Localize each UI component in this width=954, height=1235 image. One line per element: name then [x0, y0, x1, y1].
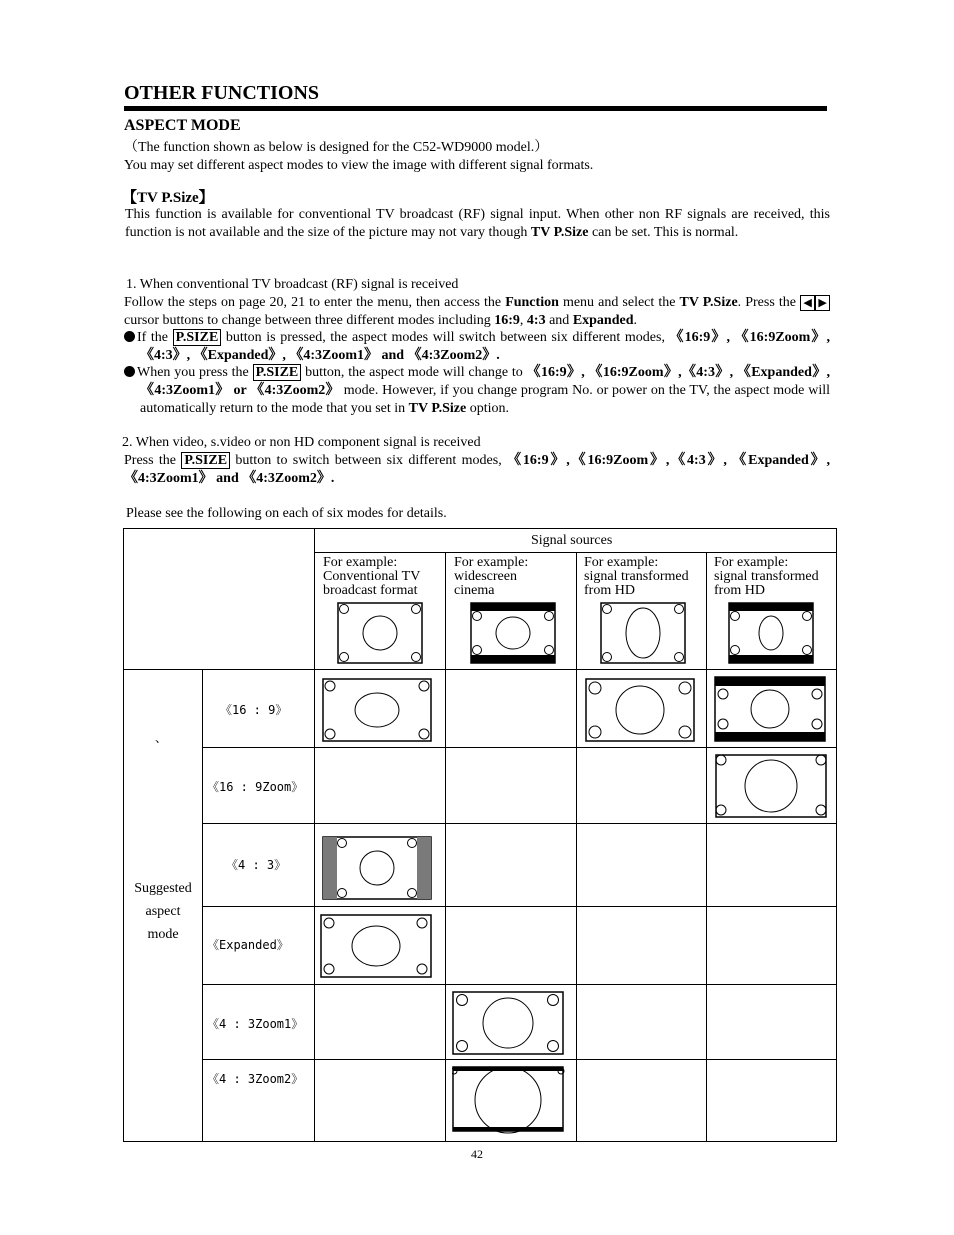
mode-4-3-zoom1: 《4 : 3Zoom1》: [207, 1017, 304, 1031]
source-header: [454, 556, 528, 598]
text: cursor buttons to change between three different modes including: [124, 313, 491, 328]
table-line: [123, 669, 837, 670]
table-line: [314, 552, 837, 553]
result-4-3-diagram: [322, 836, 434, 902]
text: Follow the steps on page 20, 21 to enter the menu, then access the: [124, 295, 502, 310]
mode-4-3-zoom2: 《4 : 3Zoom2》: [207, 1072, 304, 1086]
result-16-9-tv-diagram: [322, 678, 434, 744]
source-line: cinema: [454, 583, 495, 598]
text-bold: TV P.Size: [679, 295, 738, 310]
text: . Press the: [737, 295, 796, 310]
source-line: For example:: [714, 555, 789, 570]
case2-title: 2. When video, s.video or non HD component signal is received: [122, 435, 481, 450]
desc-part: This function is available for conventional TV broadcast (RF) signal input. When other non RF signals are received, this function is not available and the size of the picture may not vary though: [125, 207, 830, 240]
case2-paragraph: [124, 452, 830, 488]
table-line: [202, 823, 837, 824]
source-line: broadcast format: [323, 583, 418, 598]
text: If the: [137, 330, 169, 345]
source-line: For example:: [584, 555, 659, 570]
table-line: [445, 552, 446, 1142]
left-arrow-icon: ◀: [800, 295, 815, 311]
text: menu and select the: [562, 295, 676, 310]
desc-part: can be set. This is normal.: [591, 225, 739, 240]
label-line: aspect: [145, 904, 181, 919]
label-line: mode: [147, 927, 179, 942]
text-bold: TV P.Size: [408, 401, 467, 416]
text: button, the aspect mode will change to: [305, 365, 523, 380]
source-line: signal transformed: [584, 569, 689, 584]
source-line: widescreen: [454, 569, 517, 584]
table-line: [576, 552, 577, 1142]
psize-button-label: P.SIZE: [253, 364, 302, 381]
result-16-9-zoom-diagram: [715, 754, 829, 820]
source-header: [584, 556, 689, 598]
section-title: OTHER FUNCTIONS: [124, 82, 320, 104]
table-header: Signal sources: [531, 533, 613, 548]
result-16-9-hd-diagram: [585, 678, 697, 744]
source-line: from HD: [714, 583, 765, 598]
mode-expanded: 《Expanded》: [207, 938, 289, 952]
bullet-icon: [124, 331, 135, 342]
page-number: 42: [471, 1147, 483, 1161]
tv-psize-description: [125, 206, 830, 242]
source-4-3-diagram: [337, 602, 425, 666]
intro-note: （The function shown as below is designed for the C52-WD9000 model.）: [124, 140, 549, 155]
text-bold: Expanded: [572, 313, 634, 328]
source-line: For example:: [454, 555, 529, 570]
text: mode. However, if you change program No. or power on the TV, the aspect mode will automatically return to the mode that you set in: [140, 383, 830, 416]
psize-button-label: P.SIZE: [181, 452, 230, 469]
result-expanded-diagram: [320, 914, 434, 980]
mode-16-9: 《16 : 9》: [220, 703, 288, 717]
tv-psize-heading: 【TV P.Size】: [122, 190, 214, 206]
text-bold: 16:9: [494, 313, 520, 328]
source-hd-letterbox-diagram: [728, 602, 816, 666]
source-header: [714, 556, 819, 598]
result-4-3-zoom2-diagram: [452, 1066, 566, 1134]
text-bold: 《16:9》,《16:9Zoom》,《4:3》, 《Expanded》, 《4:3Zoom1》 and 《4:3Zoom2》.: [124, 453, 831, 486]
source-header: [323, 556, 420, 598]
bullet-icon: [124, 366, 135, 377]
bullet-1: [124, 329, 830, 365]
label-line: Suggested: [134, 881, 192, 896]
desc-bold: TV P.Size: [530, 225, 589, 240]
result-16-9-hd-letterbox-diagram: [714, 676, 828, 744]
table-line: [202, 984, 837, 985]
stray-mark: 、: [155, 731, 168, 745]
intro-line: You may set different aspect modes to view the image with different signal formats.: [124, 158, 594, 173]
subsection-title: ASPECT MODE: [124, 117, 241, 134]
source-line: signal transformed: [714, 569, 819, 584]
case1-paragraph: Follow the steps on page 20, 21 to enter the menu, then access the Function menu and select the TV P.Size. Press the ◀ ▶ cursor buttons to change between three different modes including 16:9, 4:3 and Expanded.: [124, 294, 830, 330]
table-line: [202, 906, 837, 907]
mode-16-9-zoom: 《16 : 9Zoom》: [207, 780, 304, 794]
table-line: [706, 552, 707, 1142]
table-line: [202, 1059, 837, 1060]
text-bold: 《16:9》, 《16:9Zoom》,《4:3》, 《Expanded》, 《4:3Zoom1》 and 《4:3Zoom2》.: [140, 330, 831, 363]
text: button to switch between six different modes,: [235, 453, 502, 468]
suggested-aspect-mode-label: [124, 877, 202, 946]
mode-4-3: 《4 : 3》: [226, 858, 287, 872]
text: When you press the: [137, 365, 249, 380]
text-bold: 4:3: [526, 313, 546, 328]
source-line: from HD: [584, 583, 635, 598]
result-4-3-zoom1-diagram: [452, 991, 566, 1057]
bullet-2: [124, 364, 830, 418]
source-hd-diagram: [600, 602, 688, 666]
source-widescreen-diagram: [470, 602, 558, 666]
text: option.: [469, 401, 510, 416]
right-arrow-icon: ▶: [815, 295, 830, 311]
table-line: [202, 747, 837, 748]
text: button is pressed, the aspect modes will switch between six different modes,: [225, 330, 665, 345]
source-line: Conventional TV: [323, 569, 421, 584]
text: Press the: [124, 453, 177, 468]
see-details: Please see the following on each of six modes for details.: [126, 506, 447, 521]
text-bold: Function: [505, 295, 559, 310]
psize-button-label: P.SIZE: [173, 329, 222, 346]
text-bold: 《16:9》, 《16:9Zoom》,《4:3》, 《Expanded》,《4:3Zoom1》 or 《4:3Zoom2》: [140, 365, 831, 398]
title-rule: [124, 106, 827, 111]
source-line: For example:: [323, 555, 398, 570]
table-line: [314, 528, 315, 1142]
case1-title: 1. When conventional TV broadcast (RF) signal is received: [126, 277, 459, 292]
text: and: [549, 313, 570, 328]
